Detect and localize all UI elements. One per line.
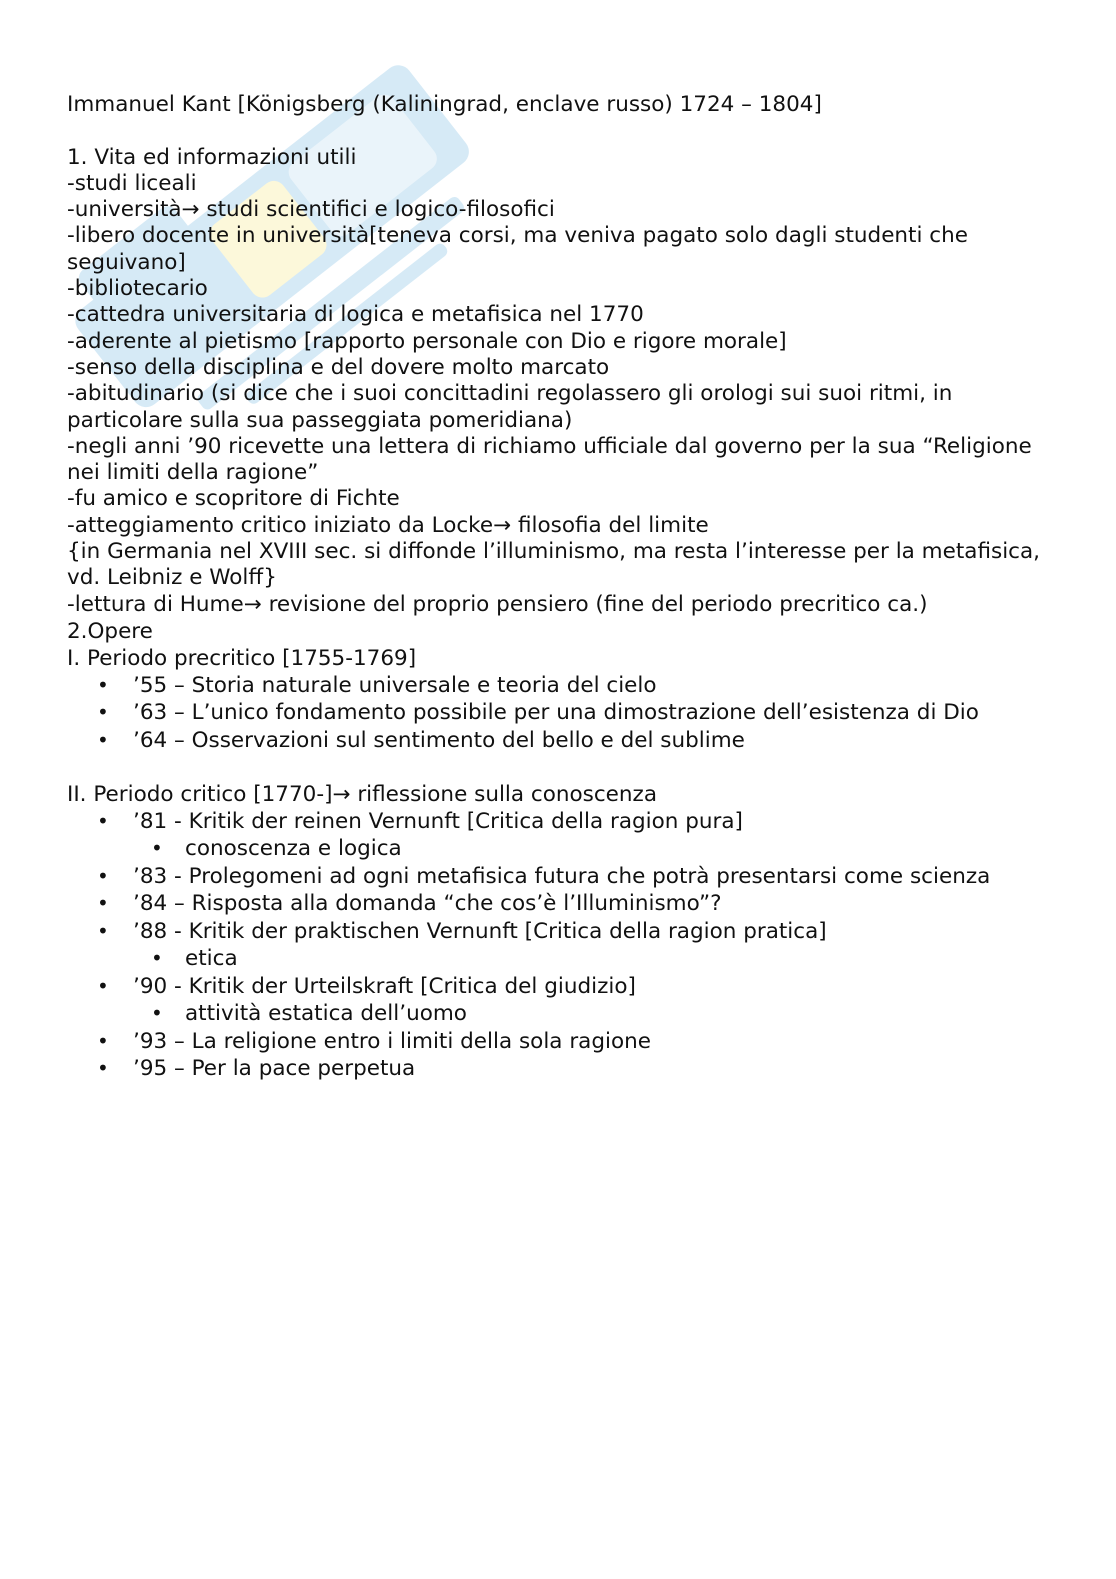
spacer bbox=[67, 118, 1047, 144]
list-item: • ’84 – Risposta alla domanda “che cos’è l’Illuminismo”? bbox=[67, 890, 1047, 918]
section-heading-works: 2.Opere bbox=[67, 618, 153, 644]
document-title: Immanuel Kant [Königsberg (Kaliningrad, enclave russo) 1724 – 1804] bbox=[67, 92, 822, 117]
list-item: • ’81 - Kritik der reinen Vernunft [Critica della ragion pura] bbox=[67, 808, 1047, 836]
section-heading-life: 1. Vita ed informazioni utili bbox=[67, 144, 357, 170]
list-item: • ’55 – Storia naturale universale e teoria del cielo bbox=[67, 672, 1047, 700]
period-heading-critical: II. Periodo critico [1770-]→ riflessione sulla conoscenza bbox=[67, 781, 658, 807]
life-item: -università→ studi scientifici e logico-filosofici bbox=[67, 197, 555, 223]
list-subitem: • conoscenza e logica bbox=[67, 835, 1047, 863]
list-item: • ’83 - Prolegomeni ad ogni metafisica futura che potrà presentarsi come scienza bbox=[67, 863, 1047, 891]
list-item: • ’88 - Kritik der praktischen Vernunft [Critica della ragion pratica] bbox=[67, 918, 1047, 946]
list-item: • ’93 – La religione entro i limiti della sola ragione bbox=[67, 1028, 1047, 1056]
period-heading-precritical: I. Periodo precritico [1755-1769] bbox=[67, 645, 417, 671]
life-item: -libero docente in università[teneva corsi, ma veniva pagato solo dagli studenti che seguivano] bbox=[67, 223, 975, 275]
life-item: -atteggiamento critico iniziato da Locke→ filosofia del limite bbox=[67, 512, 709, 538]
life-item: -aderente al pietismo [rapporto personale con Dio e rigore morale] bbox=[67, 328, 787, 354]
life-item: -cattedra universitaria di logica e metafisica nel 1770 bbox=[67, 302, 644, 328]
list-item: • ’64 – Osservazioni sul sentimento del bello e del sublime bbox=[67, 727, 1047, 755]
life-item: -fu amico e scopritore di Fichte bbox=[67, 486, 400, 512]
list-item: • ’63 – L’unico fondamento possibile per una dimostrazione dell’esistenza di Dio bbox=[67, 699, 1047, 727]
life-item: -bibliotecario bbox=[67, 276, 208, 302]
life-item: -negli anni ’90 ricevette una lettera di richiamo ufficiale dal governo per la sua “Religione nei limiti della ragione” bbox=[67, 433, 1039, 486]
critical-works-list bbox=[67, 808, 1047, 1083]
life-item: -abitudinario (si dice che i suoi concittadini regolassero gli orologi sui suoi ritmi, in particolare sulla sua passeggiata pomeridiana) bbox=[67, 381, 960, 433]
list-subitem: • attività estatica dell’uomo bbox=[67, 1000, 1047, 1028]
list-subitem: • etica bbox=[67, 945, 1047, 973]
precritical-works-list bbox=[67, 672, 1047, 755]
list-item: • ’90 - Kritik der Urteilskraft [Critica del giudizio] bbox=[67, 973, 1047, 1001]
list-item: • ’95 – Per la pace perpetua bbox=[67, 1055, 1047, 1083]
life-item: -senso della disciplina e del dovere molto marcato bbox=[67, 354, 610, 380]
life-item: -lettura di Hume→ revisione del proprio pensiero (fine del periodo precritico ca.) bbox=[67, 591, 928, 617]
life-item: -studi liceali bbox=[67, 170, 197, 196]
spacer bbox=[67, 754, 1047, 780]
life-item: {in Germania nel XVIII sec. si diffonde l’illuminismo, ma resta l’interesse per la metafisica, vd. Leibniz e Wolff} bbox=[67, 539, 1047, 591]
document-page bbox=[67, 92, 1047, 1083]
